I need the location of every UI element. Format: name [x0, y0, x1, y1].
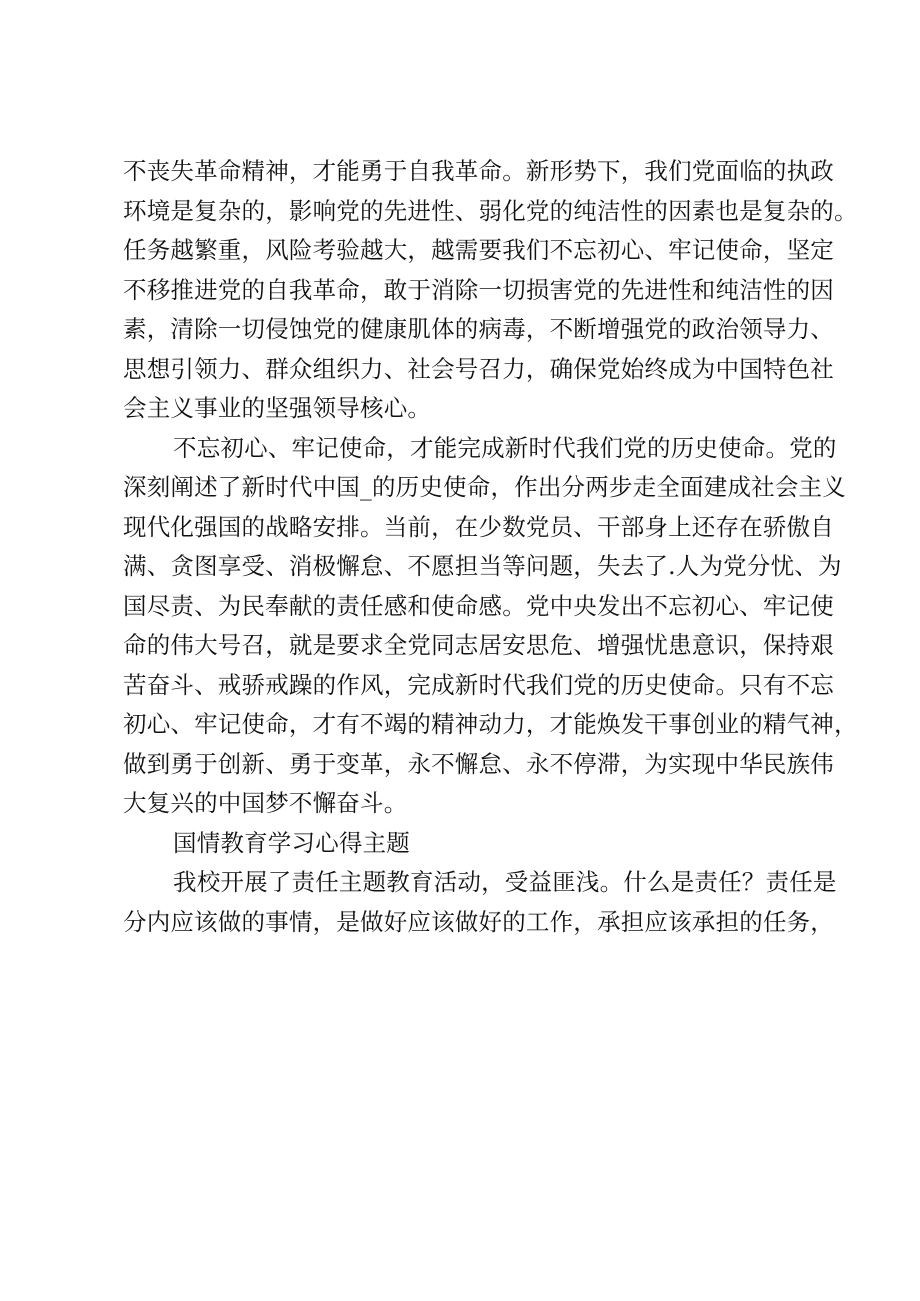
text-line: 满、贪图享受、消极懈怠、不愿担当等问题，失去了.人为党分忧、为 — [123, 552, 842, 580]
text-line: 做到勇于创新、勇于变革，永不懈怠、永不停滞，为实现中华民族伟 — [123, 749, 834, 778]
text-line: 现代化强国的战略安排。当前，在少数党员、干部身上还存在骄傲自 — [123, 512, 834, 541]
text-line: 会主义事业的坚强领导核心。 — [123, 394, 432, 422]
paragraph-1 — [123, 152, 858, 429]
text-line: 思想引领力、群众组织力、社会号召力，确保党始终成为中国特色社 — [123, 354, 834, 383]
text-line: 任务越繁重，风险考验越大，越需要我们不忘初心、牢记使命，坚定 — [123, 236, 834, 264]
paragraph-2 — [123, 429, 858, 824]
text-line: 不移推进党的自我革命，敢于消除一切损害党的先进性和纯洁性的因 — [123, 275, 834, 304]
text-line: 不丧失革命精神，才能勇于自我革命。新形势下，我们党面临的执政 — [123, 157, 834, 185]
document-body — [123, 152, 858, 942]
text-line: 分内应该做的事情，是做好应该做好的工作，承担应该承担的任务， — [123, 907, 834, 936]
text-line: 不忘初心、牢记使命，才能完成新时代我们党的历史使命。党的 — [173, 433, 837, 462]
text-line: 大复兴的中国梦不懈奋斗。 — [123, 789, 408, 817]
text-line: 我校开展了责任主题教育活动，受益匪浅。什么是责任？责任是 — [173, 868, 837, 896]
text-line: 环境是复杂的，影响党的先进性、弱化党的纯洁性的因素也是复杂的。 — [123, 196, 858, 225]
paragraph-3 — [123, 863, 837, 942]
section-heading: 国情教育学习心得主题 — [173, 828, 410, 857]
text-line: 初心、牢记使命，才有不竭的精神动力，才能焕发干事创业的精气神， — [123, 710, 858, 738]
text-line: 深刻阐述了新时代中国_的历史使命，作出分两步走全面建成社会主义 — [123, 473, 846, 501]
text-line: 命的伟大号召，就是要求全党同志居安思危、增强忧患意识，保持艰 — [123, 631, 834, 659]
text-line: 国尽责、为民奉献的责任感和使命感。党中央发出不忘初心、牢记使 — [123, 591, 834, 620]
text-line: 苦奋斗、戒骄戒躁的作风，完成新时代我们党的历史使命。只有不忘 — [123, 670, 834, 699]
text-line: 素，清除一切侵蚀党的健康肌体的病毒，不断增强党的政治领导力、 — [123, 315, 834, 343]
